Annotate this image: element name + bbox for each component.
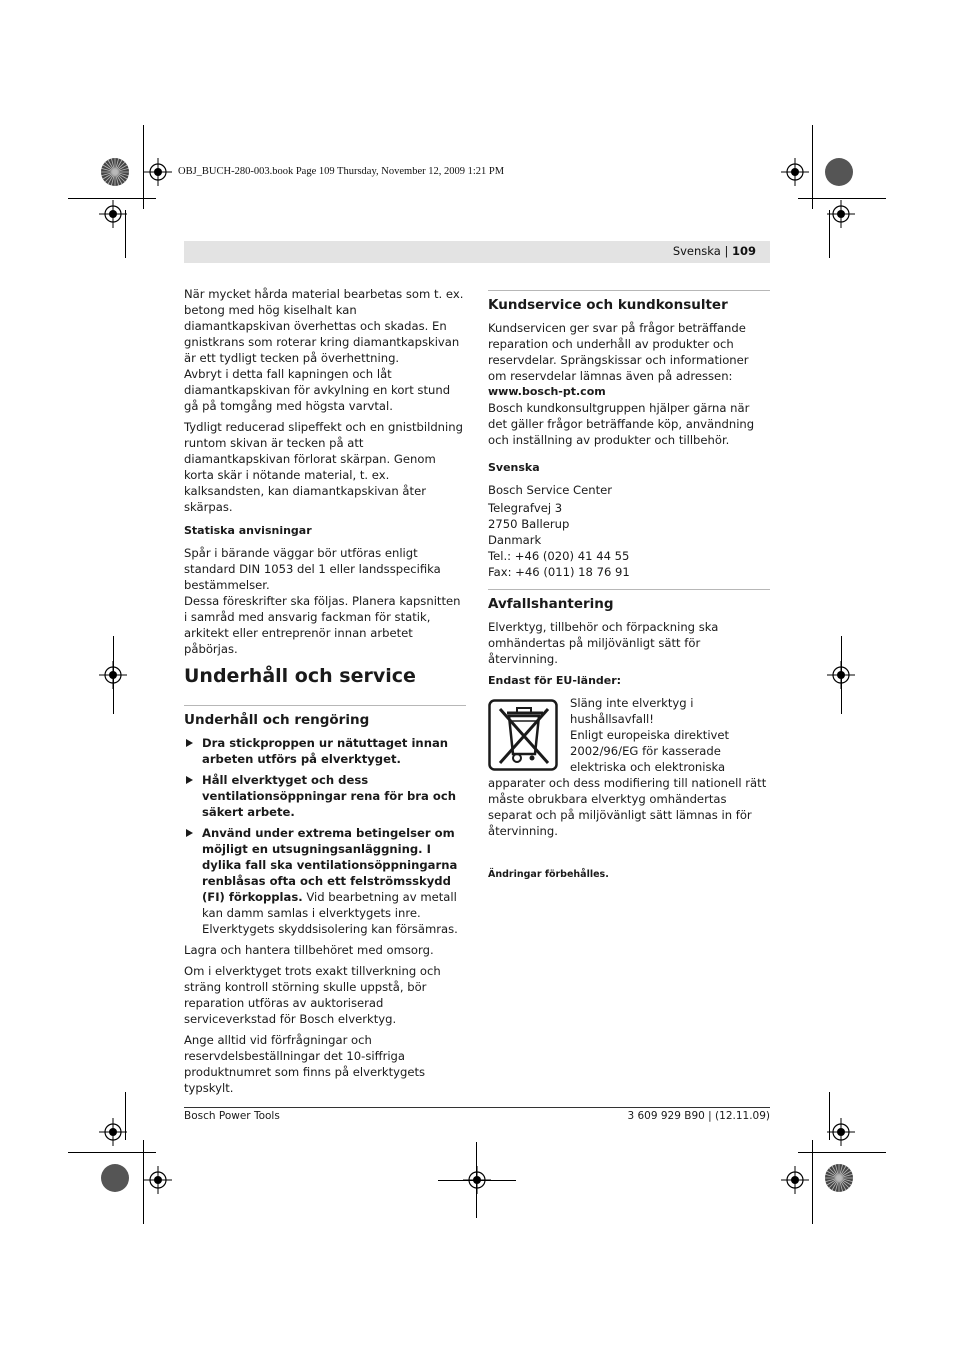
registration-mark-icon	[144, 158, 172, 186]
weee-block	[488, 695, 770, 839]
paragraph: Bosch kundkonsultgruppen hjälper gärna när det gäller frågor beträffande köp, användning och inställning av produkter och tillbehör.	[488, 401, 755, 447]
print-info-line: OBJ_BUCH-280-003.book Page 109 Thursday, November 12, 2009 1:21 PM	[178, 166, 505, 177]
left-column	[184, 286, 466, 662]
header-language: Svenska	[672, 244, 721, 258]
registration-mark-icon	[144, 1166, 172, 1194]
crop-line	[812, 125, 813, 209]
website-link[interactable]: www.bosch-pt.com	[488, 385, 606, 398]
footer-rule	[184, 1107, 770, 1108]
section-title: Underhåll och service	[184, 665, 416, 687]
subsection-title: Underhåll och rengöring	[184, 705, 466, 729]
paragraph: Lagra och hantera tillbehöret med omsorg.	[184, 943, 434, 957]
country-label: Svenska	[488, 461, 540, 474]
eu-text: Släng inte elverktyg i hushållsavfall! Enligt europeiska direktivet 2002/96/EG för kasserade elektriska och elektroniska apparater och dess modifiering till nationell rätt måste obrukbara elverktyg omhändertas separat och på miljövänligt sätt lämnas in för återvinning.	[488, 696, 767, 838]
bullet-triangle-icon	[186, 739, 193, 747]
paragraph: Om i elverktyget trots exakt tillverkning och sträng kontroll störning skulle uppstå, bör reparation utföras av auktoriserad serviceverkstad för Bosch elverktyg.	[184, 964, 441, 1026]
subsection-title: Avfallshantering	[488, 589, 770, 613]
subsection-title: Kundservice och kundkonsulter	[488, 290, 770, 314]
header-text: Svenska | 109	[672, 244, 756, 258]
paragraph: Tydligt reducerad slipeffekt och en gnistbildning runtom skivan är tecken på att diamantkapskivan förlorat skärpan. Genom korta skär i nötande material, t. ex. kalksandsten, kan diamantkapskivan åter skärpas.	[184, 420, 463, 514]
running-header	[184, 241, 770, 263]
crop-line	[125, 1092, 126, 1140]
crop-line	[438, 1180, 516, 1181]
crop-line	[143, 125, 144, 209]
crop-line	[829, 210, 830, 258]
list-item: Dra stickproppen ur nätuttaget innan arbeten utförs på elverktyget.	[184, 735, 466, 767]
crop-line	[798, 198, 886, 199]
registration-mark-icon	[99, 200, 127, 228]
star-target-mark-icon	[100, 157, 130, 187]
crop-line	[113, 636, 114, 714]
bullet-triangle-icon	[186, 776, 193, 784]
crop-line	[68, 198, 156, 199]
address-line: Bosch Service Center	[488, 483, 613, 497]
registration-mark-icon	[781, 158, 809, 186]
paragraph: Kundservicen ger svar på frågor beträffande reparation och underhåll av produkter och reservdelar. Sprängskissar och informationer om reservdelar lämnas även på adressen:	[488, 321, 749, 383]
paragraph: Elverktyg, tillbehör och förpackning ska omhändertas på miljövänligt sätt för återvinning.	[488, 620, 719, 666]
bullet-list	[184, 735, 466, 937]
registration-mark-icon	[827, 200, 855, 228]
paragraph: Spår i bärande väggar bör utföras enligt standard DIN 1053 del 1 eller landsspecifika bestämmelser. Dessa föreskrifter ska följas. Planera kapsnitten i samråd med ansvarig fackman för statik, arkitekt eller entreprenör innan arbetet påbörjas.	[184, 546, 461, 656]
address-block	[488, 482, 770, 580]
crop-line	[125, 210, 126, 258]
bullet-triangle-icon	[186, 829, 193, 837]
solid-target-mark-icon	[824, 157, 854, 187]
list-item: Håll elverktyget och dess ventilationsöppningar rena för bra och säkert arbete.	[184, 772, 466, 820]
address-line: Tel.: +46 (020) 41 44 55	[488, 549, 630, 563]
crop-line	[841, 636, 842, 714]
registration-mark-icon	[827, 1118, 855, 1146]
disposal-section	[488, 589, 770, 883]
left-column-lower	[184, 705, 466, 1101]
paragraph: När mycket hårda material bearbetas som t. ex. betong med hög kiselhalt kan diamantkapskivan överhettas och skadas. En gnistkrans som roterar kring diamantkapskivan är ett tydligt tecken på överhettning. Avbryt i detta fall kapningen och låt diamantkapskivan för avkylning en kort stund gå på tomgång med högsta varvtal.	[184, 287, 464, 413]
page-number: 109	[731, 244, 756, 258]
solid-target-mark-icon	[100, 1163, 130, 1193]
address-line: Fax: +46 (011) 18 76 91	[488, 565, 630, 579]
crop-line	[829, 1092, 830, 1140]
address-line: 2750 Ballerup	[488, 517, 570, 531]
eu-label: Endast för EU-länder:	[488, 674, 622, 687]
registration-mark-icon	[99, 1118, 127, 1146]
static-label: Statiska anvisningar	[184, 524, 312, 537]
list-item: Använd under extrema betingelser om möjligt en utsugningsanläggning. I dylika fall ska ventilationsöppningarna renblåsas ofta och ett felströmsskydd (FI) förkopplas. Vid bearbetning av metall kan damm samlas i elverktygets inre. Elverktygets skyddsisolering kan försämras.	[184, 825, 466, 937]
footer-left: Bosch Power Tools	[184, 1110, 280, 1122]
right-column	[488, 290, 770, 580]
crop-line	[798, 1152, 886, 1153]
footer-right: 3 609 929 B90 | (12.11.09)	[627, 1110, 770, 1122]
star-target-mark-icon	[824, 1163, 854, 1193]
address-line: Danmark	[488, 533, 542, 547]
crossed-out-wheelie-bin-icon	[488, 699, 558, 771]
registration-mark-icon	[781, 1166, 809, 1194]
paragraph: Ange alltid vid förfrågningar och reservdelsbeställningar det 10-siffriga produktnumret som finns på elverktygets typskylt.	[184, 1033, 426, 1095]
address-line: Telegrafvej 3	[488, 501, 563, 515]
crop-line	[68, 1152, 156, 1153]
changes-note: Ändringar förbehålles.	[488, 869, 609, 880]
